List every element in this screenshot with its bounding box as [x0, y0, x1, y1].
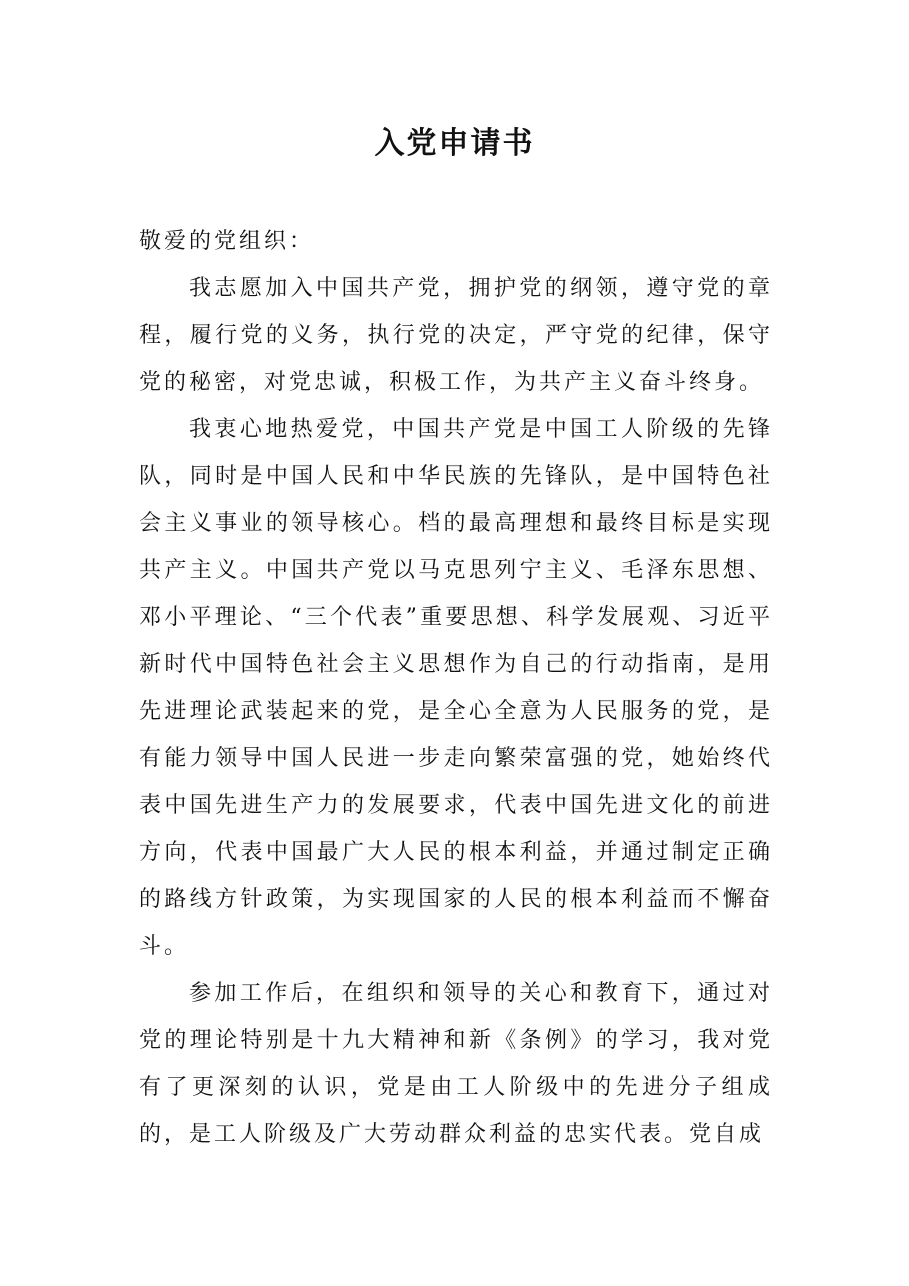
document-title: 入党申请书 — [374, 126, 535, 161]
paragraph-2: 我衷心地热爱党，中国共产党是中国工人阶级的先锋队，同时是中国人民和中华民族的先锋队，是中国特色社会主义事业的领导核心。档的最高理想和最终目标是实现共产主义。中国共产党以马克思列宁主义、毛泽东思想、邓小平理论、“三个代表”重要思想、科学发展观、习近平新时代中国特色社会主义思想作为自己的行动指南，是用先进理论武装起来的党，是全心全意为人民服务的党，是有能力领导中国人民进一步走向繁荣富强的党，她始终代表中国先进生产力的发展要求，代表中国先进文化的前进方向，代表中国最广大人民的根本利益，并通过制定正确的路线方针政策，为实现国家的人民的根本利益而不懈奋斗。 — [139, 417, 773, 959]
document-body — [139, 218, 773, 1158]
salutation: 敬爱的党组织： — [139, 229, 315, 254]
paragraph-3: 参加工作后，在组织和领导的关心和教育下，通过对党的理论特别是十九大精神和新《条例》的学习，我对党有了更深刻的认识，党是由工人阶级中的先进分子组成的，是工人阶级及广大劳动群众利益的忠实代表。党自成 — [139, 981, 773, 1147]
paragraph-1: 我志愿加入中国共产党，拥护党的纲领，遵守党的章程，履行党的义务，执行党的决定，严守党的纪律，保守党的秘密，对党忠诚，积极工作，为共产主义奋斗终身。 — [139, 276, 773, 395]
